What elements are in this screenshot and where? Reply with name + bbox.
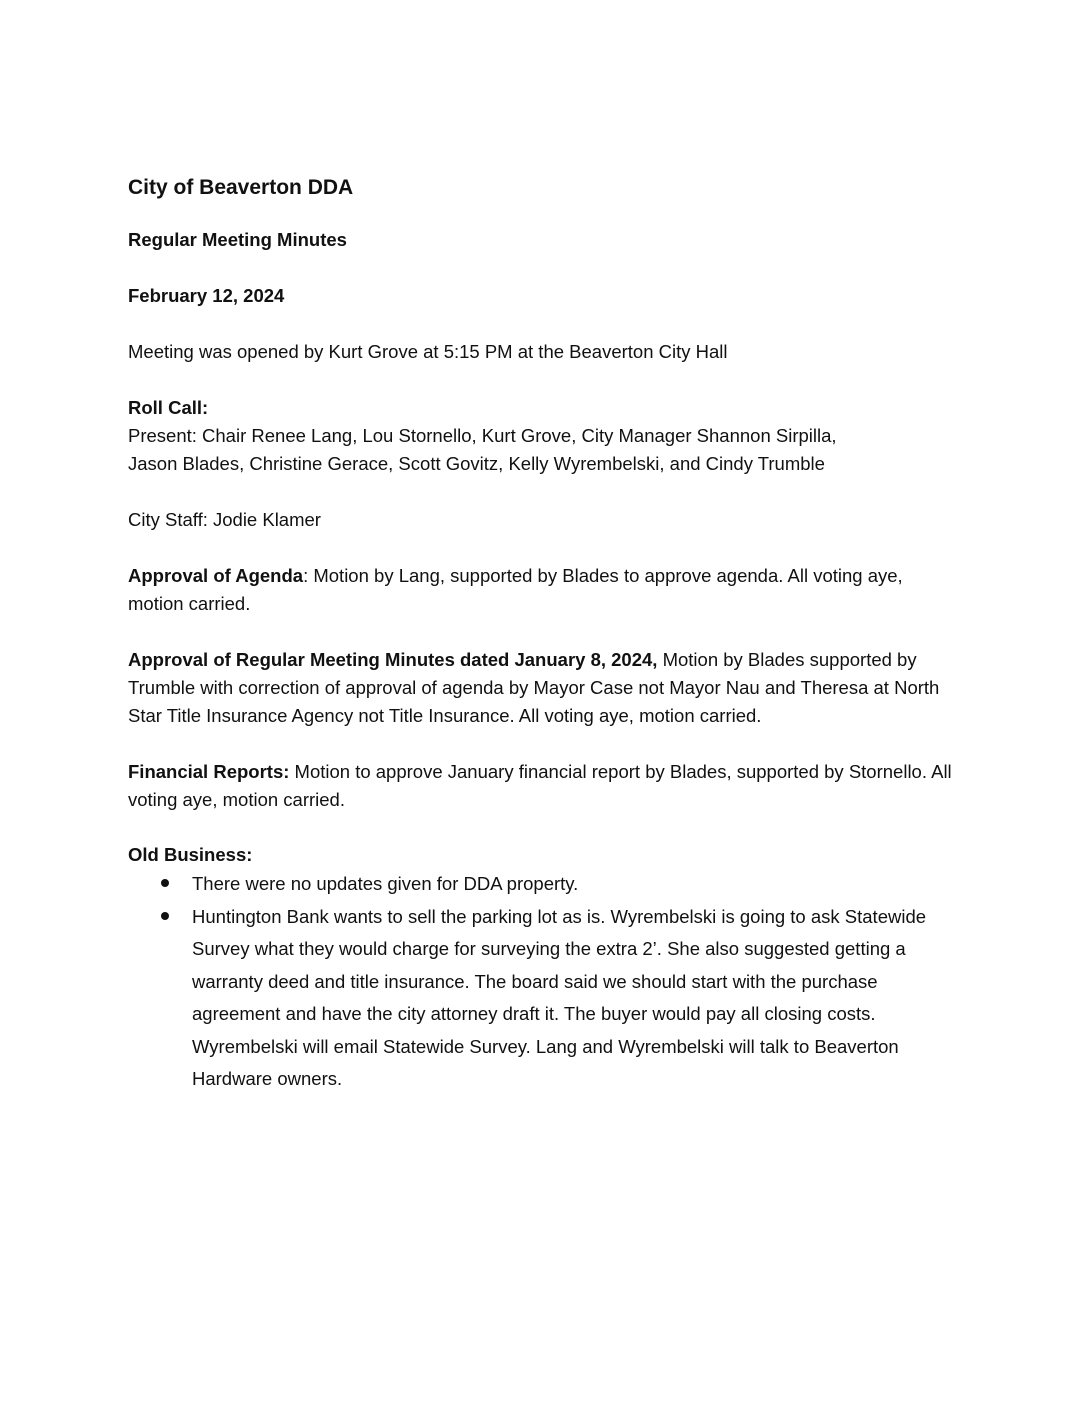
list-item: [128, 868, 958, 901]
old-business-heading: Old Business:: [128, 844, 253, 865]
document-subtitle: Regular Meeting Minutes: [128, 229, 347, 250]
approval-of-agenda-text: : Motion by Lang, supported by Blades to approve agenda. All voting aye, motion carried.: [128, 565, 903, 614]
approval-of-minutes-label: Approval of Regular Meeting Minutes dated January 8, 2024,: [128, 649, 658, 670]
old-business-section: [128, 842, 958, 1096]
financial-reports-section: [128, 758, 958, 814]
approval-of-agenda-label: Approval of Agenda: [128, 565, 304, 586]
financial-reports-text: Motion to approve January financial report by Blades, supported by Stornello. All voting aye, motion carried.: [128, 761, 952, 810]
opening-statement: Meeting was opened by Kurt Grove at 5:15 PM at the Beaverton City Hall: [128, 341, 728, 362]
document-body: [128, 172, 958, 1096]
bullet-icon: [161, 879, 169, 887]
list-item: [128, 901, 958, 1096]
approval-of-minutes-text: Motion by Blades supported by Trumble with correction of approval of agenda by Mayor Case not Mayor Nau and Theresa at North Star Title Insurance Agency not Title Insurance. All voting aye, motion carried.: [128, 649, 940, 726]
city-staff: City Staff: Jodie Klamer: [128, 509, 321, 530]
roll-call-present-line-2: Jason Blades, Christine Gerace, Scott Govitz, Kelly Wyrembelski, and Cindy Trumble: [128, 453, 825, 474]
financial-reports-label: Financial Reports:: [128, 761, 290, 782]
approval-of-agenda-section: [128, 562, 958, 618]
old-business-list: [128, 868, 958, 1096]
bullet-icon: [161, 912, 169, 920]
list-item-text: Huntington Bank wants to sell the parking lot as is. Wyrembelski is going to ask Statewide Survey what they would charge for surveying the extra 2’. She also suggested getting a warranty deed and title insurance. The board said we should start with the purchase agreement and have the city attorney draft it. The buyer would pay all closing costs. Wyrembelski will email Statewide Survey. Lang and Wyrembelski will talk to Beaverton Hardware owners.: [192, 905, 927, 1089]
roll-call-present-line-1: Present: Chair Renee Lang, Lou Stornello, Kurt Grove, City Manager Shannon Sirpilla,: [128, 425, 837, 446]
document-title: City of Beaverton DDA: [128, 176, 354, 199]
list-item-text: There were no updates given for DDA property.: [192, 873, 579, 894]
meeting-date: February 12, 2024: [128, 285, 285, 306]
roll-call-heading: Roll Call:: [128, 397, 209, 418]
approval-of-minutes-section: [128, 646, 958, 730]
roll-call-section: [128, 394, 958, 478]
